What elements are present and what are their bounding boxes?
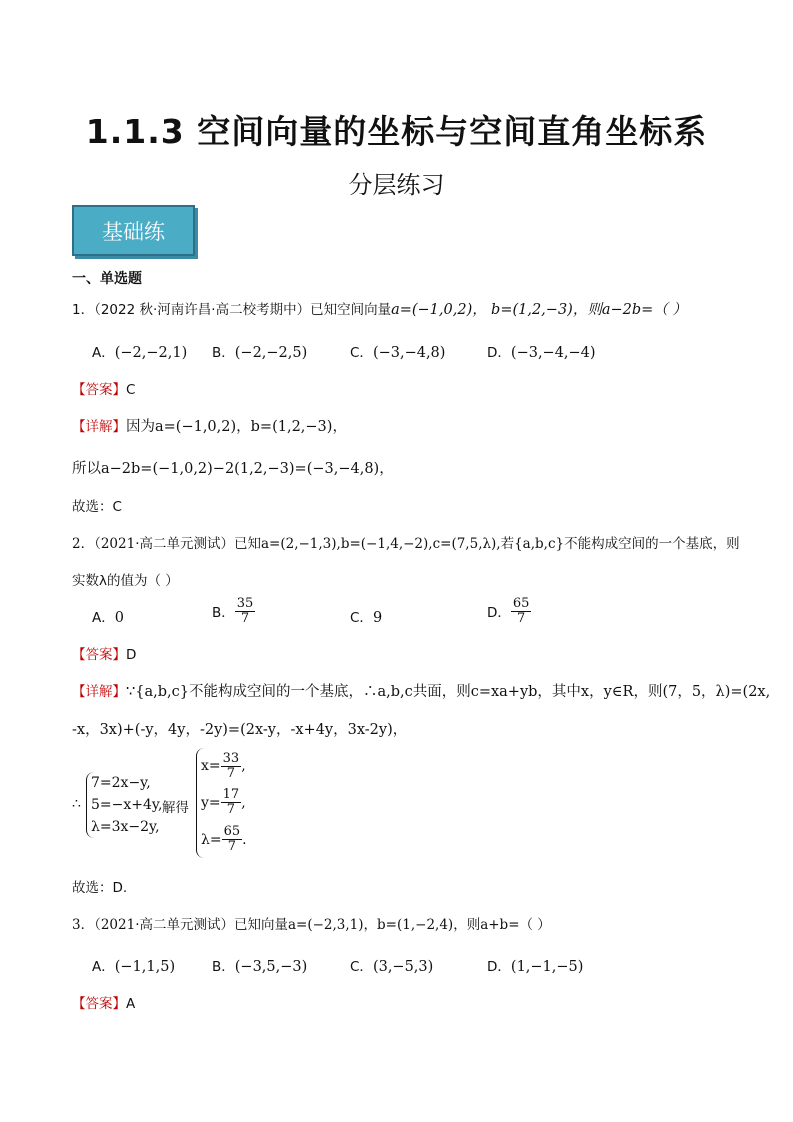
q2-option-b[interactable]: B． $\frac{35}{7}$ <box>212 596 254 626</box>
q3-answer: 【答案】A <box>72 996 136 1012</box>
q1-conclusion: 故选：C <box>72 499 122 515</box>
solve-label: 解得 <box>162 800 189 816</box>
q3-option-c[interactable]: C．(3,−5,3) <box>350 959 434 975</box>
solution-system <box>196 748 247 858</box>
q2-option-a[interactable]: A．0 <box>92 610 124 626</box>
q2-stem: 2．（2021·高二单元测试）已知a=(2,−1,3),b=(−1,4,−2),c=(7,5,λ),若{a,b,c}不能构成空间的一个基底，则 <box>72 536 740 552</box>
q3-stem: 3．（2021·高二单元测试）已知向量a=(−2,3,1)，b=(1,−2,4)，则a+b=（ ） <box>72 917 551 933</box>
q3-option-b[interactable]: B．(−3,5,−3) <box>212 959 308 975</box>
solution-y: y= $\frac{17}{7}$ , <box>201 787 246 817</box>
section-heading: 一、单选题 <box>72 271 142 287</box>
fraction: $\frac{35}{7}$ <box>236 596 254 626</box>
page-subtitle: 分层练习 <box>348 171 445 199</box>
therefore-symbol: ∴ <box>72 796 81 812</box>
q2-option-d[interactable]: D． $\frac{65}{7}$ <box>487 596 530 626</box>
q3-option-a[interactable]: A．(−1,1,5) <box>92 959 176 975</box>
q1-detail-line2: 所以a−2b=(−1,0,2)−2(1,2,−3)=(−3,−4,8)， <box>72 461 394 477</box>
q2-stem-line2: 实数λ的值为（ ） <box>72 573 179 589</box>
q1-detail: 【详解】因为a=(−1,0,2)，b=(1,2,−3)， <box>72 419 347 435</box>
q2-detail-line2: -x，3x)+(-y，4y，-2y)=(2x-y，-x+4y，3x-2y)， <box>72 722 408 738</box>
fraction: $\frac{65}{7}$ <box>223 824 241 854</box>
q1-option-a[interactable]: A．(−2,−2,1) <box>92 345 188 361</box>
q1-option-b[interactable]: B．(−2,−2,5) <box>212 345 308 361</box>
q2-detail: 【详解】∵{a,b,c}不能构成空间的一个基底，∴a,b,c共面，则c=xa+yb，其中x，y∈R，则(7，5，λ)=(2x, <box>72 684 771 700</box>
solution-lambda: λ= $\frac{65}{7}$ . <box>201 824 247 854</box>
q1-stem: 1．（2022 秋·河南许昌·高二校考期中）已知空间向量a=(−1,0,2)， b=(1,2,−3)，则a−2b=（ ） <box>72 302 687 318</box>
q2-option-c[interactable]: C．9 <box>350 610 383 626</box>
fraction: $\frac{33}{7}$ <box>222 750 240 781</box>
q3-option-d[interactable]: D．(1,−1,−5) <box>487 959 584 975</box>
level-badge: 基础练 <box>72 205 195 256</box>
q1-option-d[interactable]: D．(−3,−4,−4) <box>487 345 596 361</box>
q1-answer: 【答案】C <box>72 382 136 398</box>
fraction: $\frac{65}{7}$ <box>512 596 530 626</box>
q2-answer: 【答案】D <box>72 647 137 663</box>
q1-option-c[interactable]: C．(−3,−4,8) <box>350 345 446 361</box>
page-title: 1.1.3 空间向量的坐标与空间直角坐标系 <box>85 112 708 151</box>
q2-conclusion: 故选：D. <box>72 880 128 896</box>
equation-system: 7=2x−y, 5=−x+4y, λ=3x−2y, <box>86 772 162 838</box>
solution-x: x= $\frac{33}{7}$ , <box>201 750 246 781</box>
fraction: $\frac{17}{7}$ <box>222 787 240 817</box>
